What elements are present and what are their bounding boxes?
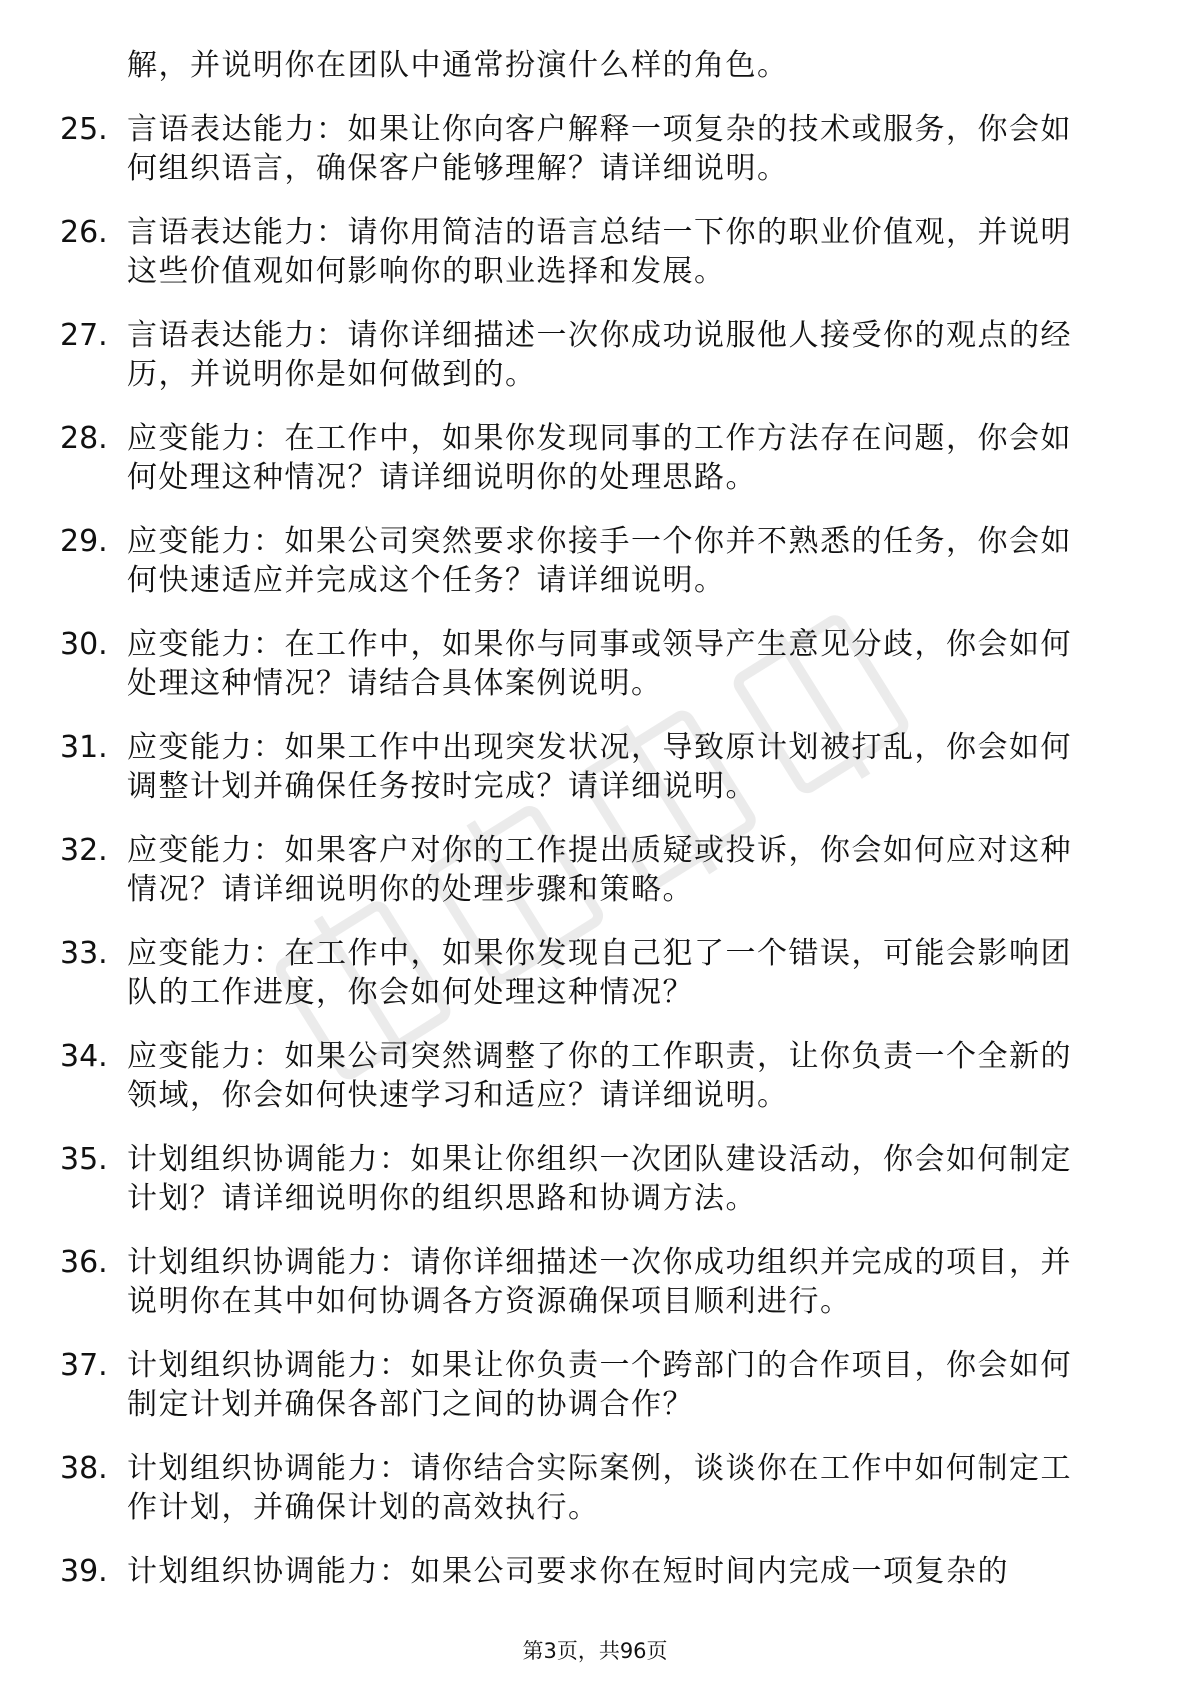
item-number: 37. <box>60 1348 108 1383</box>
item-number: 29. <box>60 524 108 559</box>
list-item <box>60 1346 1120 1424</box>
list-item <box>60 419 1120 497</box>
list-item <box>60 522 1120 600</box>
item-number: 34. <box>60 1039 108 1074</box>
list-item <box>60 110 1120 188</box>
list-item <box>60 316 1120 394</box>
list-item <box>60 831 1120 909</box>
item-text: 应变能力：如果工作中出现突发状况，导致原计划被打乱，你会如何调整计划并确保任务按时完成？请详细说明。 <box>127 730 1072 804</box>
item-number: 38. <box>60 1451 108 1486</box>
list-item <box>60 728 1120 806</box>
list-item <box>60 1552 1120 1591</box>
item-number: 32. <box>60 833 108 868</box>
item-text: 应变能力：在工作中，如果你与同事或领导产生意见分歧，你会如何处理这种情况？请结合具体案例说明。 <box>127 627 1072 701</box>
list-item <box>60 1449 1120 1527</box>
item-text: 言语表达能力：请你详细描述一次你成功说服他人接受你的观点的经历，并说明你是如何做到的。 <box>127 318 1072 392</box>
list-item <box>60 1037 1120 1115</box>
item-number: 26. <box>60 215 108 250</box>
item-number: 31. <box>60 730 108 765</box>
item-number: 36. <box>60 1245 108 1280</box>
item-number: 27. <box>60 318 108 353</box>
list-item <box>60 1243 1120 1321</box>
list-item <box>60 934 1120 1012</box>
item-text: 应变能力：如果公司突然要求你接手一个你并不熟悉的任务，你会如何快速适应并完成这个任务？请详细说明。 <box>127 524 1072 598</box>
item-number: 39. <box>60 1554 108 1589</box>
item-number: 33. <box>60 936 108 971</box>
item-text: 计划组织协调能力：请你详细描述一次你成功组织并完成的项目，并说明你在其中如何协调各方资源确保项目顺利进行。 <box>127 1245 1072 1319</box>
item-number: 28. <box>60 421 108 456</box>
list-item <box>60 625 1120 703</box>
list-item <box>60 213 1120 291</box>
item-text: 应变能力：如果客户对你的工作提出质疑或投诉，你会如何应对这种情况？请详细说明你的处理步骤和策略。 <box>127 833 1072 907</box>
item-text: 应变能力：在工作中，如果你发现同事的工作方法存在问题，你会如何处理这种情况？请详细说明你的处理思路。 <box>127 421 1072 495</box>
item-number: 25. <box>60 112 108 147</box>
item-text: 言语表达能力：如果让你向客户解释一项复杂的技术或服务，你会如何组织语言，确保客户能够理解？请详细说明。 <box>127 112 1072 186</box>
list-item <box>60 1140 1120 1218</box>
question-list <box>60 46 1120 1616</box>
item-text: 计划组织协调能力：如果公司要求你在短时间内完成一项复杂的 <box>127 1554 1009 1589</box>
item-number: 30. <box>60 627 108 662</box>
item-text: 计划组织协调能力：如果让你负责一个跨部门的合作项目，你会如何制定计划并确保各部门之间的协调合作？ <box>127 1348 1072 1422</box>
item-text: 计划组织协调能力：如果让你组织一次团队建设活动，你会如何制定计划？请详细说明你的组织思路和协调方法。 <box>127 1142 1072 1216</box>
item-text: 解，并说明你在团队中通常扮演什么样的角色。 <box>127 48 789 83</box>
list-item <box>60 46 1120 85</box>
page-number: 第3页，共96页 <box>522 1639 668 1663</box>
item-text: 应变能力：在工作中，如果你发现自己犯了一个错误，可能会影响团队的工作进度，你会如何处理这种情况？ <box>127 936 1072 1010</box>
item-text: 计划组织协调能力：请你结合实际案例，谈谈你在工作中如何制定工作计划，并确保计划的高效执行。 <box>127 1451 1072 1525</box>
item-text: 应变能力：如果公司突然调整了你的工作职责，让你负责一个全新的领域，你会如何快速学习和适应？请详细说明。 <box>127 1039 1072 1113</box>
item-number: 35. <box>60 1142 108 1177</box>
item-text: 言语表达能力：请你用简洁的语言总结一下你的职业价值观，并说明这些价值观如何影响你的职业选择和发展。 <box>127 215 1072 289</box>
